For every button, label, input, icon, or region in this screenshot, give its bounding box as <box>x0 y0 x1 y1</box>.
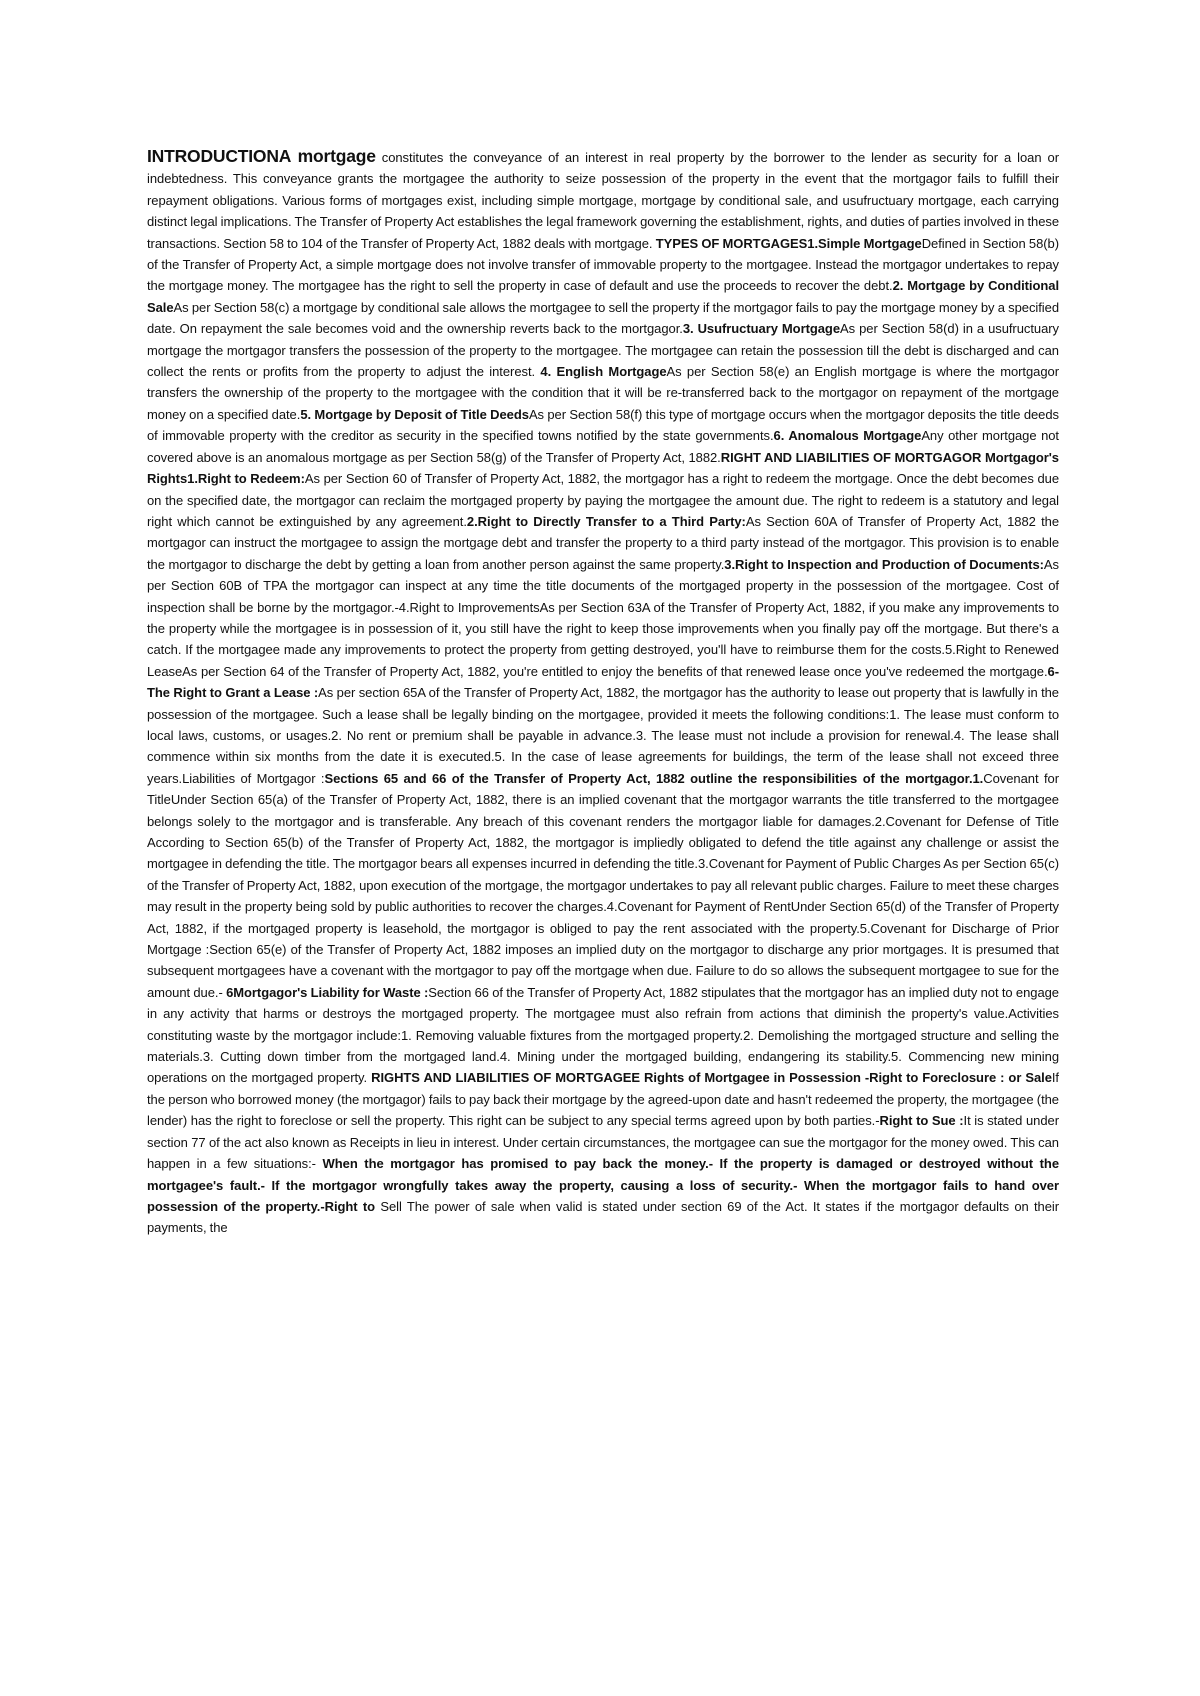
text-run: Sell The power of sale when valid is stated under section 69 of the Act. It states if the mortgagor defaults on their payments, the <box>147 1198 1060 1236</box>
text-run: Section 66 of the Transfer of Property Act, 1882 stipulates that the mortgagor has an implied duty not to engage in any activity that harms or destroys the mortgaged property. The mortgagee must also refrain from actions that diminish the property's value.Activities constituting waste by the mortgagor include:1. Removing valuable fixtures from the mortgaged property.2. Demolishing the mortgaged structure and selling the materials.3. Cutting down timber from the mortgaged land.4. Mining under the mortgaged building, endangering its stability.5. Commencing new mining operations on the mortgaged property. <box>147 984 1059 1086</box>
text-run: As per section 65A of the Transfer of Property Act, 1882, the mortgagor has the authority to lease out property that is lawfully in the possession of the mortgagee. Such a lease shall be legally binding on the mortgagee, provided it meets the following conditions:1. The lease must conform to local laws, customs, or usages.2. No rent or premium shall be payable in advance.3. The lease must not include a provision for renewal.4. The lease shall commence within six months from the date it is executed.5. In the case of lease agreements for buildings, the term of the lease shall not exceed three years.Liabilities of Mortgagor : <box>147 685 1059 786</box>
bold-text-run: 3.Right to Inspection and Production of Documents: <box>724 556 1044 572</box>
document-heading-run: INTRODUCTIONA mortgage <box>147 146 376 166</box>
bold-text-run: 6-The Right to Grant a Lease : <box>147 663 1059 701</box>
bold-text-run: When the mortgagor has promised to pay back the money.- If the property is damaged or destroyed without the mortgagee's fault.- If the mortgagor wrongfully takes away the property, causing a loss of security.- When the mortgagor fails to hand over possession of the property.-Right to <box>147 1156 1059 1214</box>
text-run: Any other mortgage not covered above is an anomalous mortgage as per Section 58(g) of the Transfer of Property Act, 1882. <box>147 428 1059 465</box>
text-run: constitutes the conveyance of an interest in real property by the borrower to the lender as security for a loan or indebtedness. This conveyance grants the mortgagee the authority to seize possession of the property in the event that the mortgagor fails to fulfill their repayment obligations. Various forms of mortgages exist, including simple mortgage, mortgage by conditional sale, and usufructuary mortgage, each carrying distinct legal implications. The Transfer of Property Act establishes the legal framework governing the establishment, rights, and duties of parties involved in these transactions. Section 58 to 104 of the Transfer of Property Act, 1882 deals with mortgage. <box>147 150 1059 251</box>
text-run: If the person who borrowed money (the mortgagor) fails to pay back their mortgage by the agreed-upon date and hasn't redeemed the property, the mortgagee (the lender) has the right to foreclose or sell the property. This right can be subject to any special terms agreed upon by both parties.- <box>147 1070 1059 1129</box>
bold-text-run: 6. Anomalous Mortgage <box>773 428 922 444</box>
text-run: Defined in Section 58(b) of the Transfer of Property Act, a simple mortgage does not involve transfer of immovable property to the mortgagee. Instead the mortgagor undertakes to repay the mortgage money. The mortgagee has the right to sell the property in case of default and use the proceeds to recover the debt. <box>147 235 1059 294</box>
bold-text-run: 6Mortgagor's Liability for Waste : <box>226 984 429 1000</box>
bold-text-run: RIGHT AND LIABILITIES OF MORTGAGOR Mortgagor's Rights1.Right to Redeem: <box>147 449 1059 487</box>
text-run: It is stated under section 77 of the act also known as Receipts in lieu in interest. Under certain circumstances, the mortgagee can sue the mortgagor for the money owed. This can happen in a few situations:- <box>147 1113 1059 1172</box>
bold-text-run: TYPES OF MORTGAGES1.Simple Mortgage <box>655 235 922 251</box>
text-run: As per Section 58(d) in a usufructuary mortgage the mortgagor transfers the possession of the property to the mortgagee. The mortgagee can retain the possession till the debt is discharged and can collect the rents or profits from the property to adjust the interest. <box>147 321 1059 380</box>
bold-text-run: 5. Mortgage by Deposit of Title Deeds <box>300 406 529 422</box>
bold-text-run: 2. Mortgage by Conditional Sale <box>147 278 1060 315</box>
bold-text-run: RIGHTS AND LIABILITIES OF MORTGAGEE Rights of Mortgagee in Possession -Right to Foreclosure : or Sale <box>371 1070 1052 1086</box>
text-run: As per Section 60 of Transfer of Property Act, 1882, the mortgagor has a right to redeem the mortgage. Once the debt becomes due on the specified date, the mortgagor can reclaim the mortgaged property by paying the mortgagee the amount due. The right to redeem is a statutory and legal right which cannot be extinguished by any agreement. <box>147 471 1059 529</box>
text-run: As per Section 58(c) a mortgage by conditional sale allows the mortgagee to sell the property if the mortgagor fails to pay the mortgage money by a specified date. On repayment the sale becomes void and the ownership reverts back to the mortgagor. <box>147 299 1059 337</box>
text-run: As Section 60A of Transfer of Property Act, 1882 the mortgagor can instruct the mortgagee to assign the mortgage debt and transfer the property to a third party instead of the mortgagor. This provision is to enable the mortgagor to discharge the debt by getting a loan from another person against the same property. <box>147 513 1059 572</box>
bold-text-run: 4. English Mortgage <box>540 364 667 380</box>
bold-text-run: 3. Usufructuary Mortgage <box>682 321 840 337</box>
text-run: As per Section 58(e) an English mortgage is where the mortgagor transfers the ownership of the property to the mortgagee with the condition that it will be re-transferred back to the mortgagor on repayment of the mortgage money on a specified date. <box>147 364 1059 422</box>
text-run: As per Section 58(f) this type of mortgage occurs when the mortgagor deposits the title deeds of immovable property with the creditor as security in the specified towns notified by the state governments. <box>147 406 1059 444</box>
text-run: Covenant for TitleUnder Section 65(a) of the Transfer of Property Act, 1882, there is an implied covenant that the mortgagor warrants the title transferred to the mortgagee belongs solely to the mortgagor and is transferable. Any breach of this covenant renders the mortgagor liable for damages.2.Covenant for Defense of Title According to Section 65(b) of the Transfer of Property Act, 1882, the mortgagor is impliedly obligated to defend the title against any challenge or assist the mortgagee in defending the title. The mortgagor bears all expenses incurred in defending the title.3.Covenant for Payment of Public Charges As per Section 65(c) of the Transfer of Property Act, 1882, upon execution of the mortgage, the mortgagor undertakes to pay all relevant public charges. Failure to meet these charges may result in the property being sold by public authorities to recover the charges.4.Covenant for Payment of RentUnder Section 65(d) of the Transfer of Property Act, 1882, if the mortgaged property is leasehold, the mortgagor is obliged to pay the rent associated with the property.5.Covenant for Discharge of Prior Mortgage :Section 65(e) of the Transfer of Property Act, 1882 imposes an implied duty on the mortgagor to discharge any prior mortgages. It is presumed that subsequent mortgagees have a covenant with the mortgagor to pay off the mortgage when due. Failure to do so allows the subsequent mortgagee to sue for the amount due.- <box>147 770 1059 1000</box>
bold-text-run: Right to Sue : <box>879 1113 964 1129</box>
bold-text-run: Sections 65 and 66 of the Transfer of Property Act, 1882 outline the responsibilities of the mortgagor.1. <box>324 770 984 786</box>
bold-text-run: 2.Right to Directly Transfer to a Third Party: <box>466 513 746 529</box>
document-body-text <box>147 146 1059 1239</box>
text-run: As per Section 60B of TPA the mortgagor can inspect at any time the title documents of the mortgaged property in the possession of the mortgagee. Cost of inspection shall be borne by the mortgagor.-4.Right to ImprovementsAs per Section 63A of the Transfer of Property Act, 1882, if you make any improvements to the property while the mortgagee is in possession of it, you still have the right to keep those improvements when you finally pay off the mortgage. But there's a catch. If the mortgagee made any improvements to protect the property from getting destroyed, you'll have to reimburse them for the costs.5.Right to Renewed LeaseAs per Section 64 of the Transfer of Property Act, 1882, you're entitled to enjoy the benefits of that renewed lease once you've redeemed the mortgage. <box>147 556 1059 679</box>
